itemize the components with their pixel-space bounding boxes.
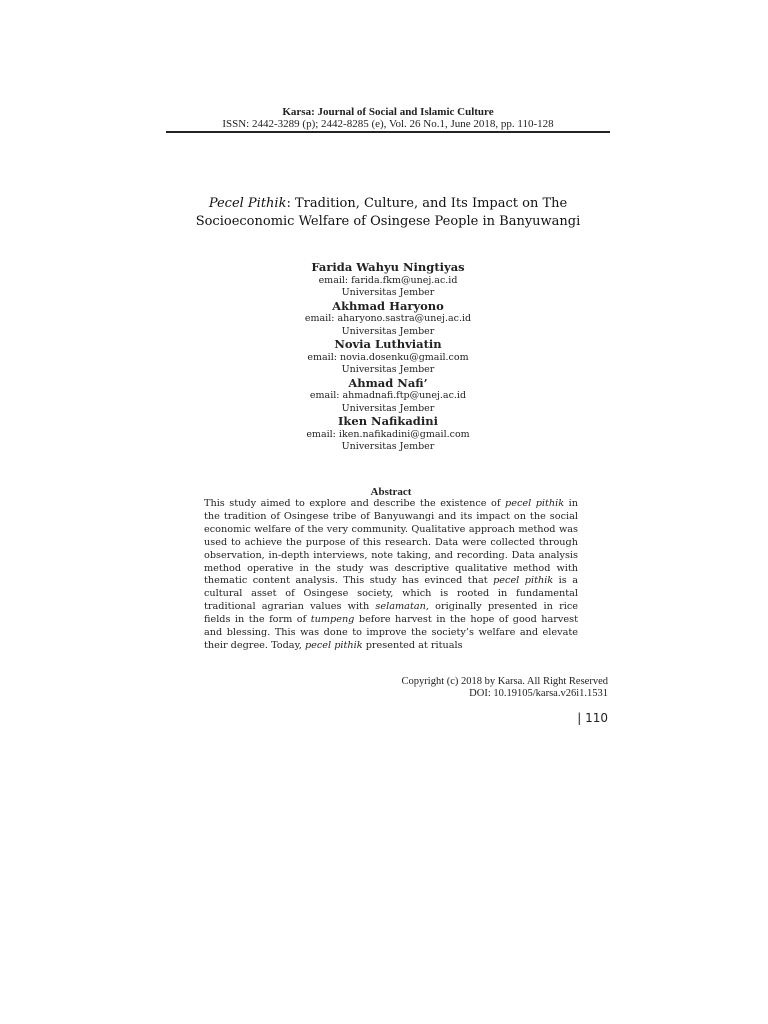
abstract-italic: pecel pithik (505, 498, 565, 509)
title-line-1 (140, 195, 636, 213)
author-block (200, 338, 576, 377)
abstract-text: before harvest in the hope of good harvest and blessing. This was done to improve the society’s welfare and elevate their degree. Today, (204, 614, 579, 651)
author-affiliation: Universitas Jember (341, 325, 435, 337)
abstract-italic: pecel pithik (493, 575, 554, 587)
abstract-italic: pecel pithik (304, 639, 363, 651)
title-italic: Pecel Pithik (208, 196, 287, 211)
copyright-line: Copyright (c) 2018 by Karsa. All Right Reserved (401, 676, 608, 687)
author-name: Ahmad Nafi’ (348, 375, 428, 390)
author-name: Farida Wahyu Ningtiyas (311, 260, 465, 274)
abstract-heading: Abstract (370, 486, 412, 498)
author-affiliation: Universitas Jember (341, 441, 435, 452)
author-name: Akhmad Haryono (332, 298, 444, 313)
author-name: Iken Nafikadini (338, 414, 438, 428)
title-line-2: Socioeconomic Welfare of Osingese People in Banyuwangi (195, 214, 581, 229)
title-line-1-rest: : Tradition, Culture, and Its Impact on The (286, 196, 568, 211)
abstract-text: originally presented in rice fields in the form of (204, 601, 578, 626)
journal-name: Karsa: Journal of Social and Islamic Culture (282, 106, 494, 118)
author-email: email: aharyono.sastra@unej.ac.id (304, 313, 472, 324)
doi-line: DOI: 10.19105/karsa.v26i1.1531 (469, 688, 608, 699)
abstract-italic: selamatan, (375, 601, 429, 613)
abstract-text: in the tradition of Osingese tribe of Banyuwangi and its impact on the social economic welfare of the very community. Qualitative approach method was used to achieve the purpose of this research. Data were collected through observation, in-depth interviews, note taking, and recording. Data analysis method operative in the study was descriptive qualitative method with thematic content analysis. This study has evinced that (204, 498, 579, 587)
abstract-text: This study aimed to explore and describe the existence of (204, 498, 506, 509)
journal-header (166, 106, 610, 130)
author-email: email: novia.dosenku@gmail.com (307, 351, 469, 363)
author-affiliation: Universitas Jember (341, 402, 435, 414)
author-block (200, 261, 576, 300)
paper-title (140, 195, 636, 231)
page-number: | 110 (577, 711, 608, 725)
copyright-block (300, 676, 608, 700)
author-block (200, 377, 576, 416)
abstract-body (204, 498, 578, 653)
issn-line: ISSN: 2442-3289 (p); 2442-8285 (e), Vol. 26 No.1, June 2018, pp. 110-128 (222, 118, 554, 130)
author-email: email: iken.nafikadini@gmail.com (306, 428, 470, 440)
author-email: email: ahmadnafi.ftp@unej.ac.id (309, 390, 467, 401)
abstract-italic: tumpeng (310, 614, 355, 626)
author-name: Novia Luthviatin (334, 337, 442, 351)
author-block (200, 415, 576, 454)
header-rule (166, 131, 610, 133)
author-affiliation: Universitas Jember (341, 364, 435, 375)
abstract-text: presented at rituals (362, 639, 463, 651)
author-block (200, 300, 576, 339)
abstract-text: is a cultural asset of Osingese society, which is rooted in fundamental traditional agrarian values with (204, 575, 578, 613)
author-affiliation: Universitas Jember (341, 287, 435, 298)
author-list (200, 261, 576, 454)
author-email: email: farida.fkm@unej.ac.id (318, 274, 458, 286)
